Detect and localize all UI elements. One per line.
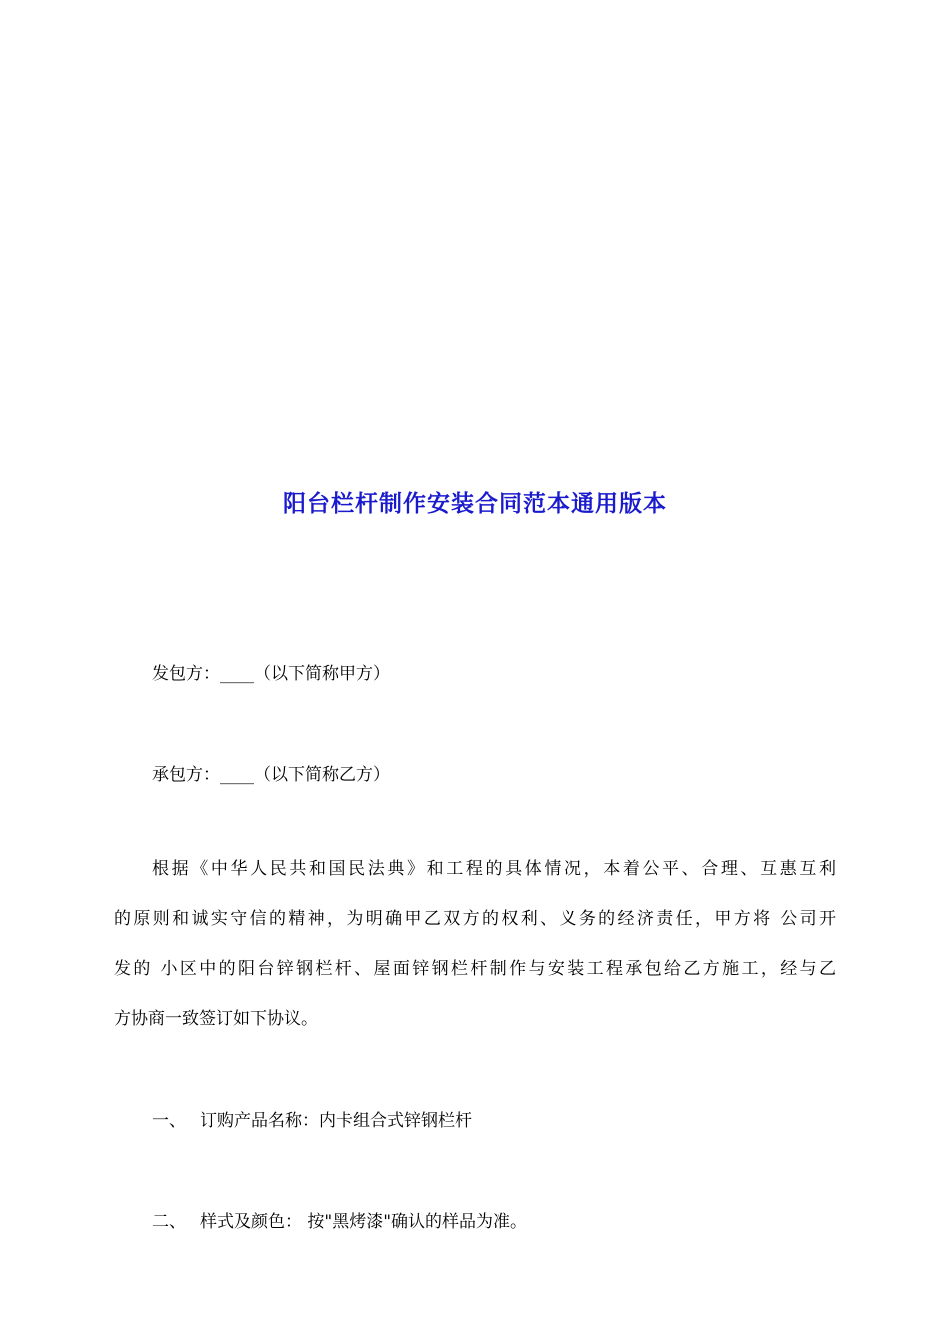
preamble-paragraph: [114, 855, 836, 1055]
preamble-line: 根据《中华人民共和国民法典》和工程的具体情况，本着公平、合理、互惠互利: [152, 859, 836, 879]
preamble-line: 发的 小区中的阳台锌钢栏杆、屋面锌钢栏杆制作与安装工程承包给乙方施工，经与乙: [114, 959, 836, 979]
clause-text: 订购产品名称：内卡组合式锌钢栏杆: [200, 1111, 472, 1131]
preamble-line: 方协商一致签订如下协议。: [114, 1009, 318, 1029]
clause-item: [152, 1106, 472, 1131]
document-title: 阳台栏杆制作安装合同范本通用版本: [283, 491, 667, 517]
clause-text: 样式及颜色： 按"黑烤漆"确认的样品为准。: [200, 1212, 528, 1232]
clause-number: 一、: [152, 1111, 186, 1131]
preamble-line: 的原则和诚实守信的精神，为明确甲乙双方的权利、义务的经济责任，甲方将 公司开: [114, 909, 836, 929]
party-a-line: 发包方：____（以下简称甲方）: [152, 664, 390, 684]
clause-number: 二、: [152, 1212, 186, 1232]
party-b-line: 承包方：____（以下简称乙方）: [152, 765, 390, 785]
clause-item: [152, 1207, 527, 1232]
